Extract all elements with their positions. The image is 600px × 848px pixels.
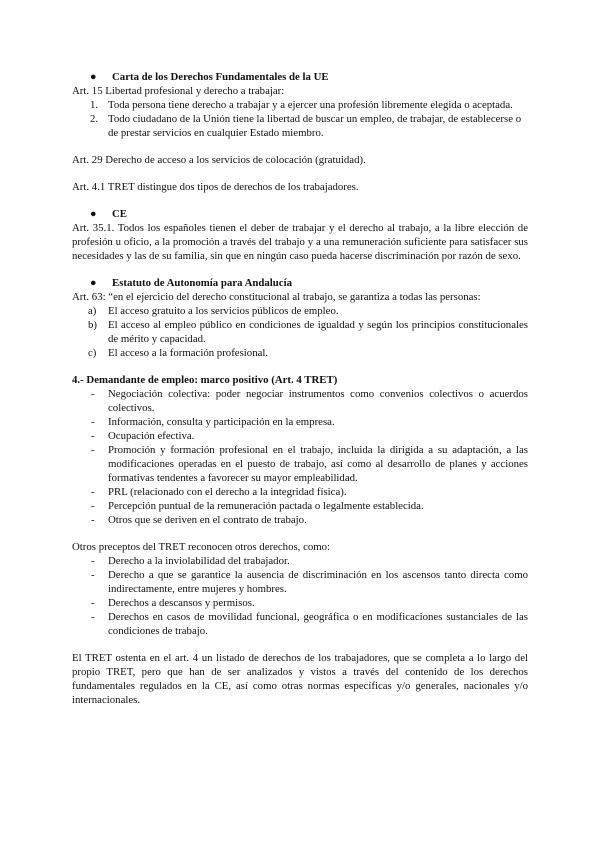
heading-carta-ue: ● Carta de los Derechos Fundamentales de la UE — [90, 71, 329, 83]
demandante-list — [72, 387, 528, 527]
bullet-icon: ● — [90, 71, 97, 83]
art-15-title: Art. 15 Libertad profesional y derecho a trabajar: — [72, 85, 285, 97]
list-item: 2. Todo ciudadano de la Unión tiene la libertad de buscar un empleo, de trabajar, de establecerse o de prestar servicios en cualquier Estado miembro. — [90, 113, 522, 139]
list-item: - Derecho a la inviolabilidad del trabajador. — [91, 555, 290, 567]
document-page — [72, 70, 528, 707]
list-item: - PRL (relacionado con el derecho a la integridad física). — [91, 486, 347, 498]
list-item: - Información, consulta y participación en la empresa. — [91, 416, 335, 428]
list-item: - Derechos en casos de movilidad funcional, geográfica o en modificaciones sustanciales de las condiciones de trabajo. — [91, 611, 528, 637]
bullet-icon: ● — [90, 208, 97, 220]
list-item: - Ocupación efectiva. — [91, 430, 195, 442]
otros-list — [72, 554, 528, 638]
heading-estatuto-andalucia: ● Estatuto de Autonomía para Andalucía — [90, 277, 292, 289]
list-item: - Promoción y formación profesional en el trabajo, incluida la dirigida a su adaptación, a las modificaciones operadas en el puesto de trabajo, así como al desarrollo de planes y acciones formativas tendentes a favorecer su mayor empleabilidad. — [91, 444, 528, 484]
list-item: - Derecho a que se garantice la ausencia de discriminación en los ascensos tanto directa como indirectamente, entre mujeres y hombres. — [91, 569, 528, 595]
closing-paragraph: El TRET ostenta en el art. 4 un listado de derechos de los trabajadores, que se completa a lo largo del propio TRET, pero que han de ser analizados y vistos a través del contenido de los derechos fundamentales regulados en la CE, así como otras normas específicas y/o generales, nacionales y/o internacionales. — [72, 652, 528, 706]
art-29: Art. 29 Derecho de acceso a los servicios de colocación (gratuidad). — [72, 154, 366, 166]
list-item: - Negociación colectiva: poder negociar instrumentos como convenios colectivos o acuerdos colectivos. — [91, 388, 528, 414]
art-15-list — [72, 98, 528, 140]
otros-preceptos-intro: Otros preceptos del TRET reconocen otros derechos, como: — [72, 541, 331, 553]
list-item: b) El acceso al empleo público en condiciones de igualdad y según los principios constitucionales de mérito y capacidad. — [88, 319, 528, 345]
heading-demandante-empleo: 4.- Demandante de empleo: marco positivo (Art. 4 TRET) — [72, 374, 338, 386]
list-item: - Otros que se deriven en el contrato de trabajo. — [91, 514, 307, 526]
bullet-icon: ● — [90, 277, 97, 289]
list-item: - Percepción puntual de la remuneración pactada o legalmente establecida. — [91, 500, 424, 512]
list-item: 1. Toda persona tiene derecho a trabajar y a ejercer una profesión libremente elegida o aceptada. — [90, 99, 513, 111]
list-item: a) El acceso gratuito a los servicios públicos de empleo. — [88, 305, 339, 317]
art-63: Art. 63: “en el ejercicio del derecho constitucional al trabajo, se garantiza a todas las personas: — [72, 291, 481, 303]
art-63-list — [72, 304, 528, 360]
art-35-1: Art. 35.1. Todos los españoles tienen el deber de trabajar y el derecho al trabajo, a la libre elección de profesión u oficio, a la promoción a través del trabajo y a una remuneración suficiente para satisfacer sus necesidades y las de su familia, sin que en ningún caso pueda hacerse discriminación por razón de sexo. — [72, 222, 528, 262]
art-4-1: Art. 4.1 TRET distingue dos tipos de derechos de los trabajadores. — [72, 181, 359, 193]
list-item: c) El acceso a la formación profesional. — [88, 347, 269, 359]
list-item: - Derechos a descansos y permisos. — [91, 597, 255, 609]
heading-ce: ● CE — [90, 208, 127, 220]
